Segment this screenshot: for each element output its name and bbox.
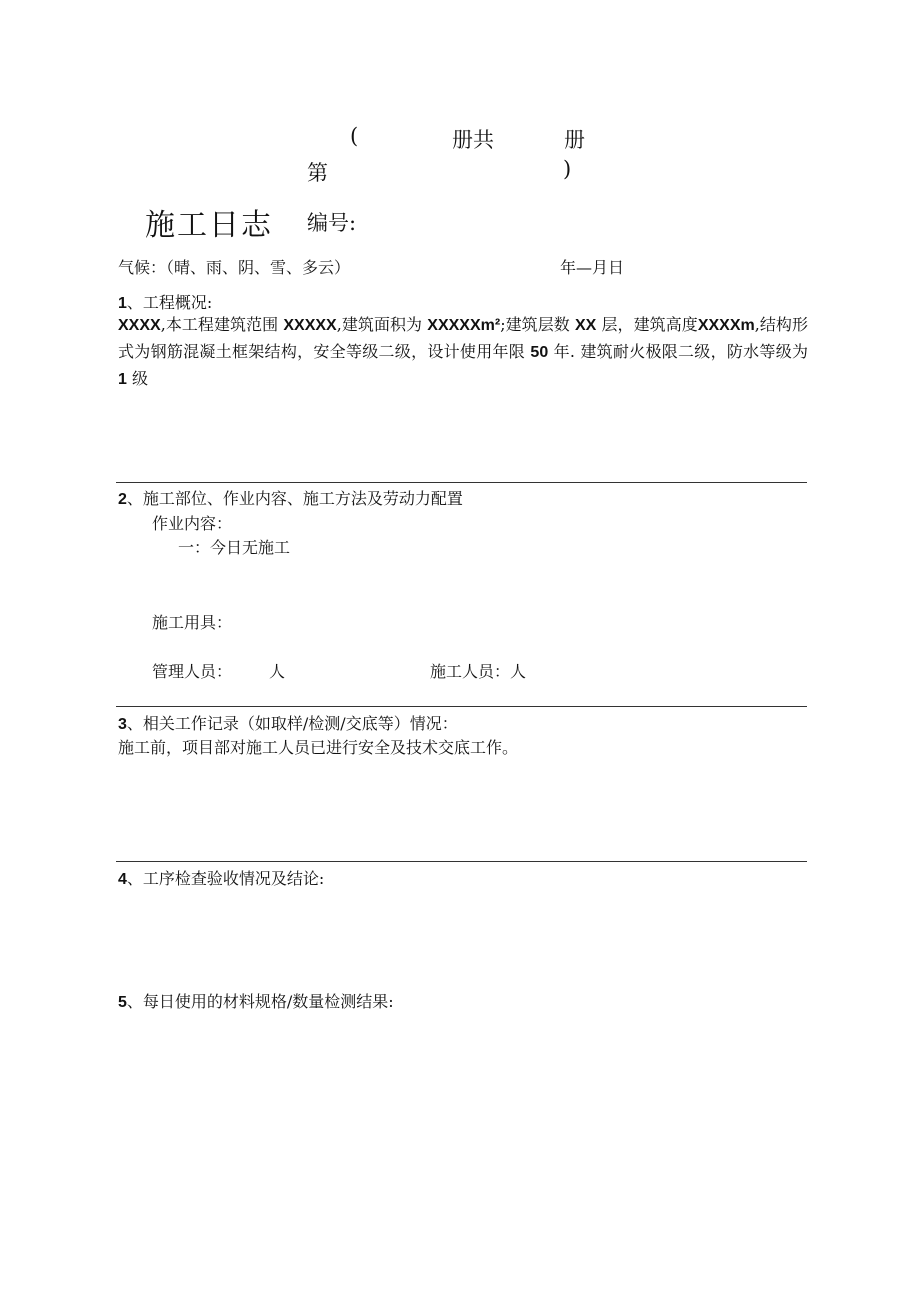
work-item: 一：今日无施工 [178,538,291,557]
divider-1 [116,482,807,483]
section3-heading [118,711,458,734]
weather-label: 气候：（晴、雨、阴、雪、多云） [118,258,351,277]
section5-number: 5 [118,994,127,1011]
divider-3 [116,861,807,862]
section2-title: 、施工部位、作业内容、施工方法及劳动力配置 [126,489,463,508]
overview-area: XXXXXm² [427,317,501,334]
page-title: 施工日志 [145,208,273,243]
section4-number: 4 [118,871,127,888]
overview-height: XXXXm [697,317,755,334]
section5-heading [118,989,394,1012]
section4-heading [118,866,324,889]
section3-content: 施工前，项目部对施工人员已进行安全及技术交底工作。 [118,738,519,757]
open-paren: ( [350,124,359,148]
divider-2 [116,706,807,707]
section2-number: 2 [118,491,127,508]
section1-title: 、工程概况: [126,293,213,312]
section1-number: 1 [118,295,127,312]
project-overview-text: XXXX,本工程建筑范围 XXXXX,建筑面积为 XXXXXm²;建筑层数 XX 层，建筑高度XXXXm,结构形式为钢筋混凝土框架结构，安全等级二级，设计使用年限 50 年. 建筑耐火极限二级，防水等级为 1 级 [118,315,808,388]
overview-code: XXXX [118,317,161,334]
section2-heading [118,486,463,509]
section5-title: 、每日使用的材料规格/数量检测结果: [126,992,394,1011]
section1-heading [118,290,212,313]
di-label: 第 [307,161,328,185]
managers-label: 管理人员： [152,662,233,681]
overview-floors: XX [575,317,597,334]
tools-label: 施工用具： [152,613,233,632]
close-paren: ) [563,157,572,181]
overview-design-life: 50 [530,344,549,361]
number-label: 编号: [307,211,357,235]
total-volume-label: 册 [564,128,585,152]
section3-number: 3 [118,716,127,733]
overview-waterproof-grade: 1 [118,371,127,388]
overview-scope: XXXXX [283,317,337,334]
date-label: 年—月日 [560,258,625,277]
section4-title: 、工序检查验收情况及结论: [126,869,325,888]
section3-title: 、相关工作记录（如取样/检测/交底等）情况： [126,714,458,733]
volume-label: 册共 [452,128,494,152]
work-content-label: 作业内容： [152,514,233,533]
managers-unit: 人 [269,662,286,681]
workers-label: 施工人员：人 [430,662,527,681]
